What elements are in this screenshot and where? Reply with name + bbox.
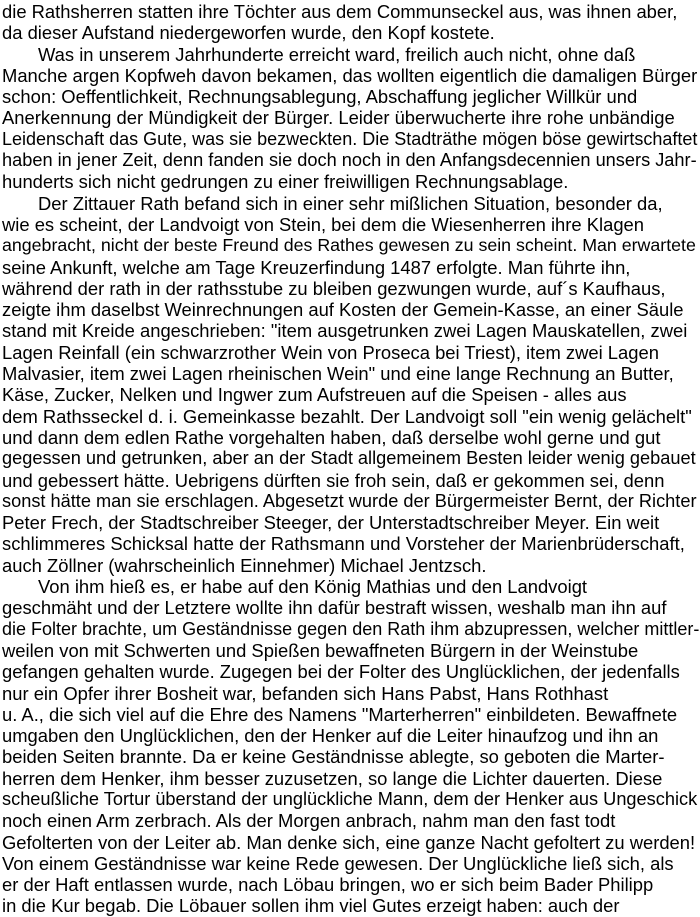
text-line: dem Rathsseckel d. i. Gemeinkasse bezahlt. Der Landvoigt soll "ein wenig gelächelt" — [2, 405, 692, 427]
text-line: und dann dem edlen Rathe vorgehalten haben, daß derselbe wohl gerne und gut — [2, 426, 661, 448]
text-line: geschmäht und der Letztere wollte ihn dafür bestraft wissen, weshalb man ihn auf — [2, 597, 667, 619]
text-line: herren dem Henker, ihm besser zuzusetzen, so lange die Lichter dauerten. Diese — [2, 767, 663, 789]
text-line: u. A., die sich viel auf die Ehre des Namens "Marterherren" einbildeten. Bewaffnete — [2, 703, 678, 725]
text-line: und gebessert hätte. Uebrigens dürften sie froh sein, daß er gekommen sei, denn — [2, 469, 665, 491]
text-line: stand mit Kreide angeschrieben: "item ausgetrunken zwei Lagen Mauskatellen, zwei — [2, 320, 688, 342]
text-line: sonst hätte man sie erschlagen. Abgesetzt wurde der Bürgermeister Bernt, der Richter — [2, 490, 697, 511]
text-line: hunderts sich nicht gedrungen zu einer freiwilligen Rechnungsablage. — [2, 171, 569, 193]
text-line: Von einem Geständnisse war keine Rede gewesen. Der Unglückliche ließ sich, als — [2, 852, 674, 874]
text-line: gefangen gehalten wurde. Zugegen bei der Folter des Unglücklichen, der jedenfalls — [2, 661, 680, 683]
text-line: haben in jener Zeit, denn fanden sie doch noch in den Anfangsdecennien unsers Jahr- — [2, 150, 697, 171]
text-line: scheußliche Tortur überstand der unglückliche Mann, dem der Henker aus Ungeschick — [2, 788, 698, 809]
text-line: Von ihm hieß es, er habe auf den König Mathias und den Landvoigt — [38, 576, 588, 598]
text-line: die Folter brachte, um Geständnisse gegen den Rath ihm abzupressen, welcher mittler- — [2, 618, 700, 639]
text-line: noch einen Arm zerbrach. Als der Morgen anbrach, nahm man den fast todt — [2, 810, 616, 832]
text-line: Käse, Zucker, Nelken und Ingwer zum Aufstreuen auf die Speisen - alles aus — [2, 384, 627, 406]
text-line: Leidenschaft das Gute, was sie bezweckten. Die Stadträthe mögen böse gewirtschaftet — [2, 128, 698, 149]
text-line: schon: Oeffentlichkeit, Rechnungsablegung, Abschaffung jeglicher Willkür und — [2, 86, 638, 108]
text-line: auch Zöllner (wahrscheinlich Einnehmer) Michael Jentzsch. — [2, 554, 487, 576]
text-line: während der rath in der rathsstube zu bleiben gezwungen wurde, auf´s Kaufhaus, — [2, 277, 666, 299]
text-line: Was in unserem Jahrhunderte erreicht ward, freilich auch nicht, ohne daß — [38, 43, 636, 65]
text-line: Malvasier, item zwei Lagen rheinischen Wein" und eine lange Rechnung an Butter, — [2, 363, 674, 385]
text-line: Gefolterten von der Leiter ab. Man denke sich, eine ganze Nacht gefoltert zu werden! — [2, 831, 696, 853]
text-line: die Rathsherren statten ihre Töchter aus dem Communseckel aus, was ihnen aber, — [2, 1, 678, 22]
text-line: weilen von mit Schwerten und Spießen bewaffneten Bürgern in der Weinstube — [2, 639, 639, 661]
text-line: Manche argen Kopfweh davon bekamen, das wollten eigentlich die damaligen Bürger — [2, 64, 698, 86]
text-line: er der Haft entlassen wurde, nach Löbau bringen, wo er sich beim Bader Philipp — [2, 874, 654, 896]
text-line: in die Kur begab. Die Löbauer sollen ihm viel Gutes erzeigt haben: auch der — [2, 895, 620, 917]
text-line: nur ein Opfer ihrer Bosheit war, befanden sich Hans Pabst, Hans Rothhast — [2, 682, 609, 704]
text-line: da dieser Aufstand niedergeworfen wurde, den Kopf kostete. — [2, 22, 495, 44]
text-line: gegessen und getrunken, aber an der Stadt allgemeinem Besten leider wenig gebauet — [2, 448, 696, 469]
text-line: angebracht, nicht der beste Freund des Rathes gewesen zu sein scheint. Man erwartete — [2, 235, 696, 256]
document-body — [2, 1, 700, 917]
text-line: wie es scheint, der Landvoigt von Stein, bei dem die Wiesenherren ihre Klagen — [2, 213, 645, 235]
text-line: Anerkennung der Mündigkeit der Bürger. Leider überwucherte ihre rohe unbändige — [2, 107, 675, 129]
text-line: schlimmeres Schicksal hatte der Rathsmann und Vorsteher der Marienbrüderschaft, — [2, 533, 685, 555]
text-line: seine Ankunft, welche am Tage Kreuzerfindung 1487 erfolgte. Man führte ihn, — [2, 256, 631, 278]
text-line: zeigte ihm daselbst Weinrechnungen auf Kosten der Gemein-Kasse, an einer Säule — [2, 299, 684, 321]
text-line: beiden Seiten brannte. Da er keine Geständnisse ablegte, so geboten die Marter- — [2, 746, 665, 768]
text-line: Peter Frech, der Stadtschreiber Steeger, der Unterstadtschreiber Meyer. Ein weit — [2, 512, 660, 534]
text-line: umgaben den Unglücklichen, den der Henker auf die Leiter hinaufzog und ihn an — [2, 725, 659, 747]
text-line: Lagen Reinfall (ein schwarzrother Wein von Proseca bei Triest), item zwei Lagen — [2, 341, 659, 363]
text-line: Der Zittauer Rath befand sich in einer sehr mißlichen Situation, besonder da, — [38, 192, 663, 214]
